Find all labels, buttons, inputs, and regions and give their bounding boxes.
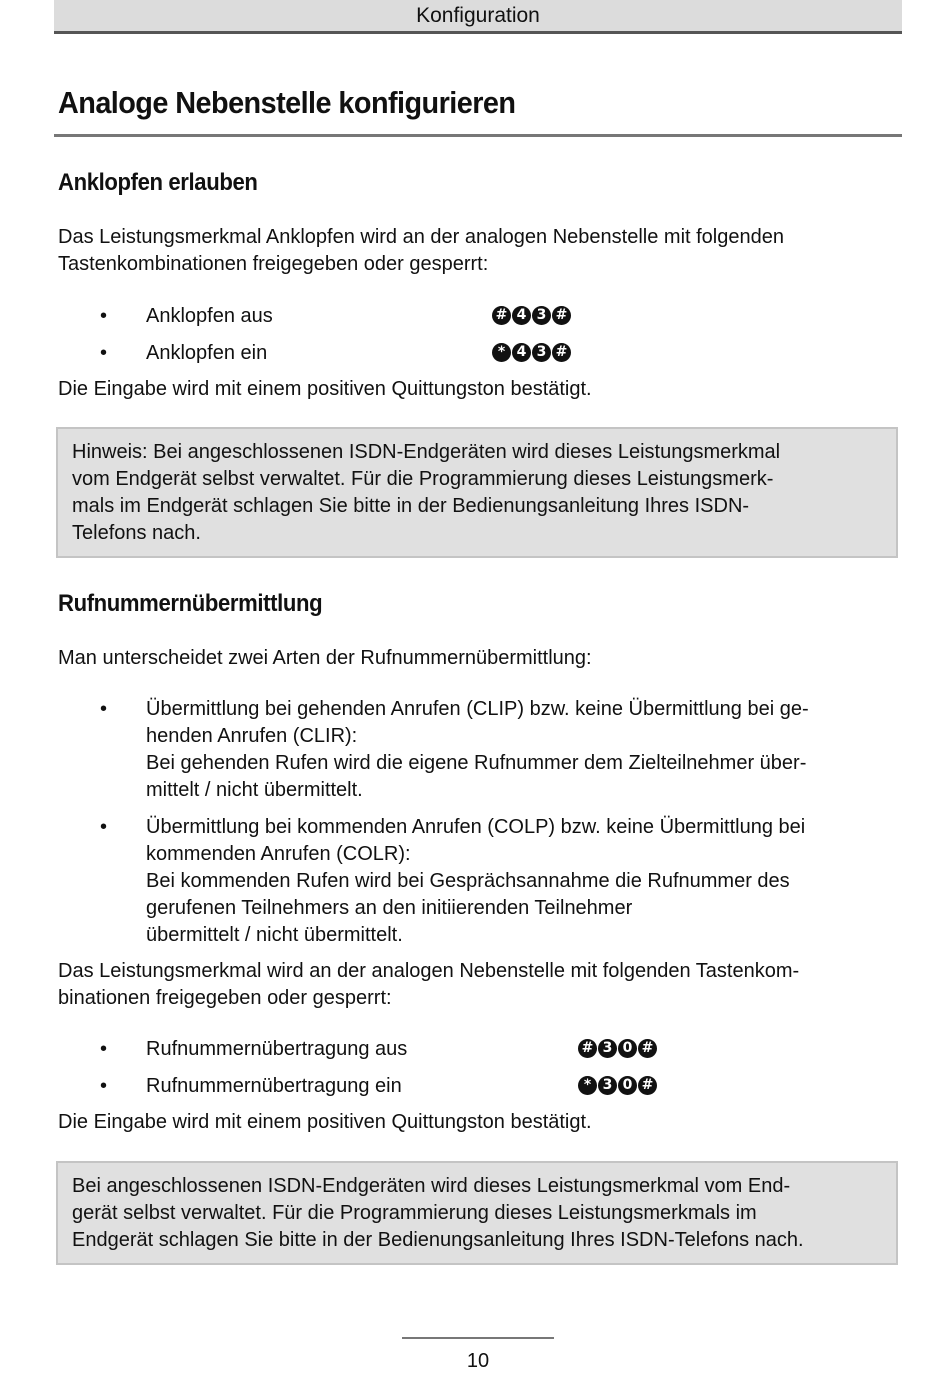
digit-key-icon: 4 (512, 306, 531, 325)
bullet-icon: • (100, 342, 108, 364)
confirmation-text: Die Eingabe wird mit einem positiven Quittungston bestätigt. (58, 378, 592, 400)
intro-line: Tastenkombinationen freigegeben oder gesperrt: (58, 253, 489, 275)
section1-intro (58, 224, 898, 278)
bullet-icon: • (100, 1075, 108, 1097)
note-box (56, 1161, 898, 1265)
key-combination (578, 1039, 657, 1058)
intro-line: Das Leistungsmerkmal Anklopfen wird an der analogen Nebenstelle mit folgenden (58, 226, 784, 248)
note-line: gerät selbst verwaltet. Für die Programmierung dieses Leistungsmerkmals im (72, 1202, 757, 1224)
hash-key-icon: # (492, 306, 511, 325)
note-box (56, 427, 898, 558)
hash-key-icon: # (552, 306, 571, 325)
digit-key-icon: 4 (512, 343, 531, 362)
body-line: binationen freigegeben oder gesperrt: (58, 987, 392, 1009)
bullet-line: Bei kommenden Rufen wird bei Gesprächsannahme die Rufnummer des (146, 870, 790, 892)
bullet-text-block (146, 814, 891, 949)
bullet-icon: • (100, 1038, 108, 1060)
note-line: Telefons nach. (72, 522, 201, 544)
bullet-line: kommenden Anrufen (COLR): (146, 843, 411, 865)
key-combination (578, 1076, 657, 1095)
digit-key-icon: 3 (532, 343, 551, 362)
body-line: Das Leistungsmerkmal wird an der analogen Nebenstelle mit folgenden Tastenkom- (58, 960, 800, 982)
key-combination (492, 343, 571, 362)
digit-key-icon: 0 (618, 1039, 637, 1058)
item-label: Anklopfen aus (146, 305, 273, 327)
item-label: Rufnummernübertragung aus (146, 1038, 408, 1060)
bullet-line: gerufenen Teilnehmers an den initiierenden Teilnehmer (146, 897, 633, 919)
header-title: Konfiguration (416, 4, 540, 27)
digit-key-icon: 3 (532, 306, 551, 325)
footer-divider (402, 1337, 554, 1339)
digit-key-icon: 3 (598, 1076, 617, 1095)
hash-key-icon: # (638, 1039, 657, 1058)
key-combination (492, 306, 571, 325)
bullet-line: übermittelt / nicht übermittelt. (146, 924, 403, 946)
bullet-line: henden Anrufen (CLIR): (146, 725, 358, 747)
item-label: Anklopfen ein (146, 342, 268, 364)
note-line: Bei angeschlossenen ISDN-Endgeräten wird dieses Leistungsmerkmal vom End- (72, 1175, 791, 1197)
section2-intro: Man unterscheidet zwei Arten der Rufnummernübermittlung: (58, 647, 592, 669)
bullet-icon: • (100, 698, 108, 720)
page-title: Analoge Nebenstelle konfigurieren (58, 85, 516, 120)
page-number: 10 (466, 1350, 490, 1372)
section-heading-anklopfen: Anklopfen erlauben (58, 169, 258, 196)
note-line: Hinweis: Bei angeschlossenen ISDN-Endgeräten wird dieses Leistungsmerkmal (72, 441, 781, 463)
note-line: vom Endgerät selbst verwaltet. Für die Programmierung dieses Leistungsmerk- (72, 468, 774, 490)
hash-key-icon: # (638, 1076, 657, 1095)
bullet-icon: • (100, 305, 108, 327)
page-header (54, 0, 902, 34)
section-heading-rufnummer: Rufnummernübermittlung (58, 590, 323, 617)
confirmation-text: Die Eingabe wird mit einem positiven Quittungston bestätigt. (58, 1111, 592, 1133)
hash-key-icon: # (578, 1039, 597, 1058)
hash-key-icon: # (552, 343, 571, 362)
title-divider (54, 134, 902, 137)
bullet-text-block (146, 696, 891, 804)
section2-body (58, 958, 898, 1012)
digit-key-icon: 3 (598, 1039, 617, 1058)
bullet-line: Übermittlung bei gehenden Anrufen (CLIP) bzw. keine Übermittlung bei ge- (146, 698, 809, 720)
bullet-icon: • (100, 816, 108, 838)
star-key-icon: * (578, 1076, 597, 1095)
item-label: Rufnummernübertragung ein (146, 1075, 402, 1097)
digit-key-icon: 0 (618, 1076, 637, 1095)
bullet-line: mittelt / nicht übermittelt. (146, 779, 363, 801)
note-line: Endgerät schlagen Sie bitte in der Bedienungsanleitung Ihres ISDN-Telefons nach. (72, 1229, 804, 1251)
star-key-icon: * (492, 343, 511, 362)
bullet-line: Übermittlung bei kommenden Anrufen (COLP) bzw. keine Übermittlung bei (146, 816, 806, 838)
bullet-line: Bei gehenden Rufen wird die eigene Rufnummer dem Zielteilnehmer über- (146, 752, 807, 774)
note-line: mals im Endgerät schlagen Sie bitte in der Bedienungsanleitung Ihres ISDN- (72, 495, 750, 517)
